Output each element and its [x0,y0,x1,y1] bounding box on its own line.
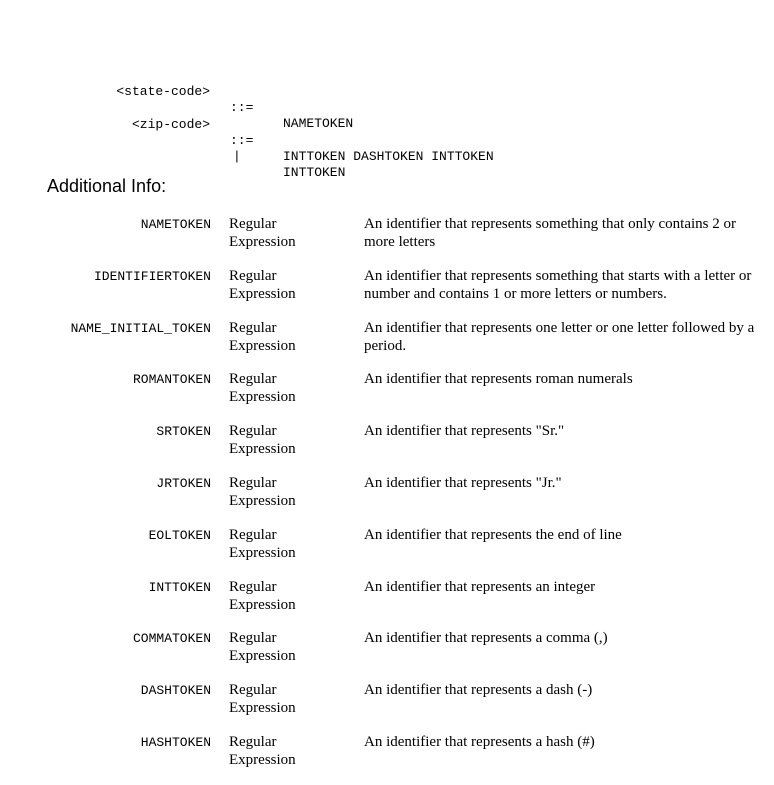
token-description: An identifier that represents "Jr." [364,474,562,491]
token-name: NAME_INITIAL_TOKEN [70,320,211,336]
token-type: Regular Expression [229,630,296,665]
token-name: ROMANTOKEN [132,372,211,388]
grammar-rhs: INTTOKEN DASHTOKEN INTTOKEN [283,149,494,164]
table-row [0,267,774,319]
token-description: An identifier that represents an integer [364,578,596,595]
token-name: COMMATOKEN [132,631,211,647]
token-type: Regular Expression [229,267,296,302]
table-row [0,578,774,630]
table-row [0,215,774,267]
table-row [0,474,774,526]
token-type: Regular Expression [229,216,296,250]
token-description: An identifier that represents "Sr." [364,423,565,440]
token-name: JRTOKEN [156,475,211,491]
table-row [0,681,774,733]
token-type: Regular Expression [229,682,296,717]
token-description: An identifier that represents one letter or one letter followed by a period. [364,319,755,354]
token-name: DASHTOKEN [140,683,211,699]
token-type: Regular Expression [229,526,296,561]
token-description: An identifier that represents something that only contains 2 or more letters [364,216,736,250]
grammar-rhs: NAMETOKEN [283,116,354,131]
token-description: An identifier that represents something that starts with a letter or number and contains 1 or more letters or numbers. [364,267,752,302]
token-type: Regular Expression [229,371,296,406]
token-name: HASHTOKEN [140,734,211,750]
token-type: Regular Expression [229,578,296,613]
grammar-lhs: <zip-code> [131,117,210,132]
token-name: EOLTOKEN [148,527,211,543]
token-description: An identifier that represents the end of line [364,526,622,543]
token-type: Regular Expression [229,319,296,354]
section-heading: Additional Info: [47,176,167,196]
token-type: Regular Expression [229,423,296,458]
grammar-operator: ::= [230,133,254,148]
token-type: Regular Expression [229,733,296,768]
token-name: NAMETOKEN [140,217,211,232]
grammar-rhs: INTTOKEN [283,165,346,180]
token-description: An identifier that represents roman numerals [364,371,633,388]
grammar-lhs: <state-code> [116,84,210,99]
token-description: An identifier that represents a dash (-) [364,682,593,699]
grammar-alternative-bar: | [233,149,241,164]
table-row [0,733,774,785]
table-row [0,370,774,422]
table-row [0,422,774,474]
token-name: INTTOKEN [148,579,211,595]
token-name: SRTOKEN [156,424,211,440]
token-type: Regular Expression [229,474,296,509]
table-row [0,629,774,681]
token-description: An identifier that represents a hash (#) [364,733,595,750]
token-description: An identifier that represents a comma (,) [364,630,608,647]
table-row [0,319,774,371]
token-table [0,215,774,785]
grammar-operator: ::= [230,100,254,115]
table-row [0,526,774,578]
token-name: IDENTIFIERTOKEN [93,268,211,284]
